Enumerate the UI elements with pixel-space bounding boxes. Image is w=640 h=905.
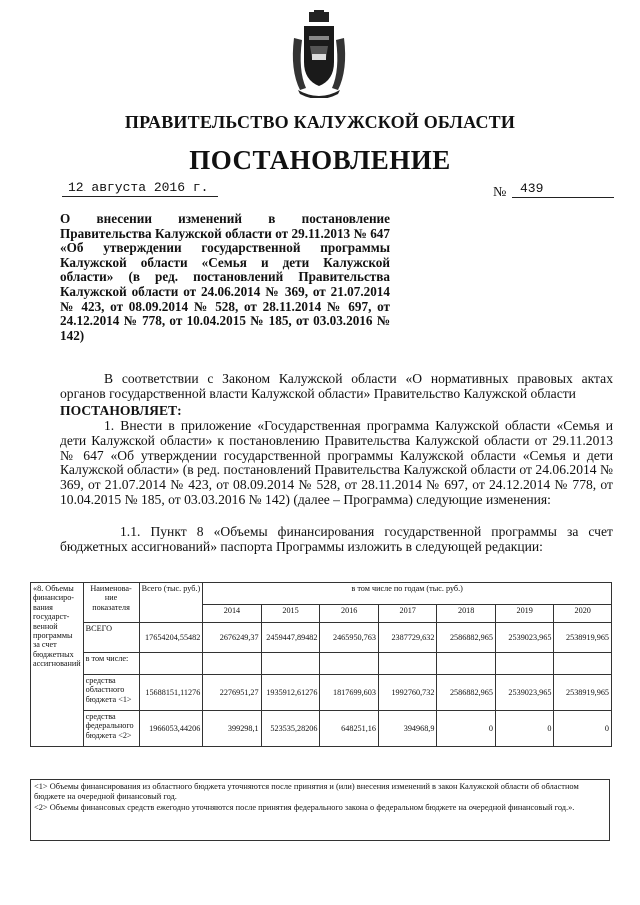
cell-value: 394968,9 <box>378 711 436 747</box>
cell-value: 523535,28206 <box>261 711 320 747</box>
table-row <box>31 675 612 711</box>
cell-value: 2276951,27 <box>203 675 261 711</box>
document-number-value: 439 <box>520 181 544 196</box>
decree-word: ПОСТАНОВЛЯЕТ: <box>60 403 182 418</box>
government-name: ПРАВИТЕЛЬСТВО КАЛУЖСКОЙ ОБЛАСТИ <box>124 112 516 132</box>
document-date: 12 августа 2016 г. <box>62 180 218 197</box>
item-1-1-paragraph: 1.1. Пункт 8 «Объемы финансирования государственной программы за счет бюджетных ассигнований» паспорта Программы изложить в следующей редакции: <box>60 524 613 554</box>
document-title: О внесении изменений в постановление Правительства Калужской области от 29.11.2013 № 647 «Об утверждении государственной программы Калужской области «Семья и дети Калужской области» (в ред. постановлений Правительства Калужской области от 24.06.2014 № 369, от 21.07.2014 № 423, от 08.09.2014 № 528, от 28.11.2014 № 697, от 24.12.2014 № 778, от 10.04.2015 № 185, от 03.03.2016 № 142) <box>60 211 390 343</box>
row-name: ВСЕГО <box>83 623 139 653</box>
year-header: 2014 <box>203 605 261 623</box>
cell-value: 2465950,763 <box>320 623 378 653</box>
document-type: ПОСТАНОВЛЕНИЕ <box>189 145 451 175</box>
footnotes <box>30 779 610 841</box>
year-header: 2018 <box>437 605 495 623</box>
cell-value: 2539023,965 <box>495 623 553 653</box>
intro-paragraph: В соответствии с Законом Калужской области «О нормативных правовых актах органов государственной власти Калужской области» Правительство Калужской области <box>60 371 613 401</box>
cell-value: 2586882,965 <box>437 675 495 711</box>
row-total: 17654204,55482 <box>139 623 203 653</box>
row-name: в том числе: <box>83 653 139 675</box>
row-name: средства областного бюджета <1> <box>83 675 139 711</box>
column-header-years: в том числе по годам (тыс. руб.) <box>203 583 612 605</box>
row-total: 15688151,11276 <box>139 675 203 711</box>
cell-value: 0 <box>554 711 612 747</box>
column-header-total: Всего (тыс. руб.) <box>139 583 203 623</box>
document-number <box>512 181 614 198</box>
coat-of-arms-icon <box>288 10 350 98</box>
financing-table <box>30 582 612 747</box>
cell-value: 2676249,37 <box>203 623 261 653</box>
table-row-label: «8. Объемы финансиро-вания государст-венной программы за счет бюджетных ассигнований <box>31 583 84 747</box>
cell-value: 2387729,632 <box>378 623 436 653</box>
table-row <box>31 623 612 653</box>
item-1-paragraph: 1. Внести в приложение «Государственная программа Калужской области «Семья и дети Калужской области» к постановлению Правительства Калужской области от 29.11.2013 № 647 «Об утверждении государственной программы Калужской области «Семья и дети Калужской области» (в ред. постановлений Правительства Калужской области от 24.06.2014 № 369, от 21.07.2014 № 423, от 08.09.2014 № 528, от 28.11.2014 № 697, от 24.12.2014 № 778, от 10.04.2015 № 185, от 03.03.2016 № 142) (далее – Программа) следующие изменения: <box>60 418 613 507</box>
footnote-2: <2> Объемы финансовых средств ежегодно уточняются после принятия федерального закона о федеральном бюджете на очередной финансовый год.». <box>34 802 575 812</box>
cell-value: 2459447,89482 <box>261 623 320 653</box>
year-header: 2015 <box>261 605 320 623</box>
cell-value: 648251,16 <box>320 711 378 747</box>
number-label: № <box>493 185 507 200</box>
cell-value: 399298,1 <box>203 711 261 747</box>
cell-value: 1992760,732 <box>378 675 436 711</box>
year-header: 2016 <box>320 605 378 623</box>
cell-value: 2538919,965 <box>554 675 612 711</box>
table-row <box>31 653 612 675</box>
cell-value: 2539023,965 <box>495 675 553 711</box>
year-header: 2019 <box>495 605 553 623</box>
cell-value: 0 <box>495 711 553 747</box>
column-header-name: Наименова-ние показателя <box>83 583 139 623</box>
row-total: 1966053,44206 <box>139 711 203 747</box>
year-header: 2020 <box>554 605 612 623</box>
table-row <box>31 711 612 747</box>
cell-value: 1935912,61276 <box>261 675 320 711</box>
footnote-1: <1> Объемы финансирования из областного бюджета уточняются после принятия и (или) внесения изменений в закон Калужской области об областном бюджете на очередной финансовый год. <box>34 782 579 802</box>
year-header: 2017 <box>378 605 436 623</box>
cell-value: 2586882,965 <box>437 623 495 653</box>
row-name: средства федерального бюджета <2> <box>83 711 139 747</box>
cell-value: 2538919,965 <box>554 623 612 653</box>
cell-value: 0 <box>437 711 495 747</box>
cell-value: 1817699,603 <box>320 675 378 711</box>
